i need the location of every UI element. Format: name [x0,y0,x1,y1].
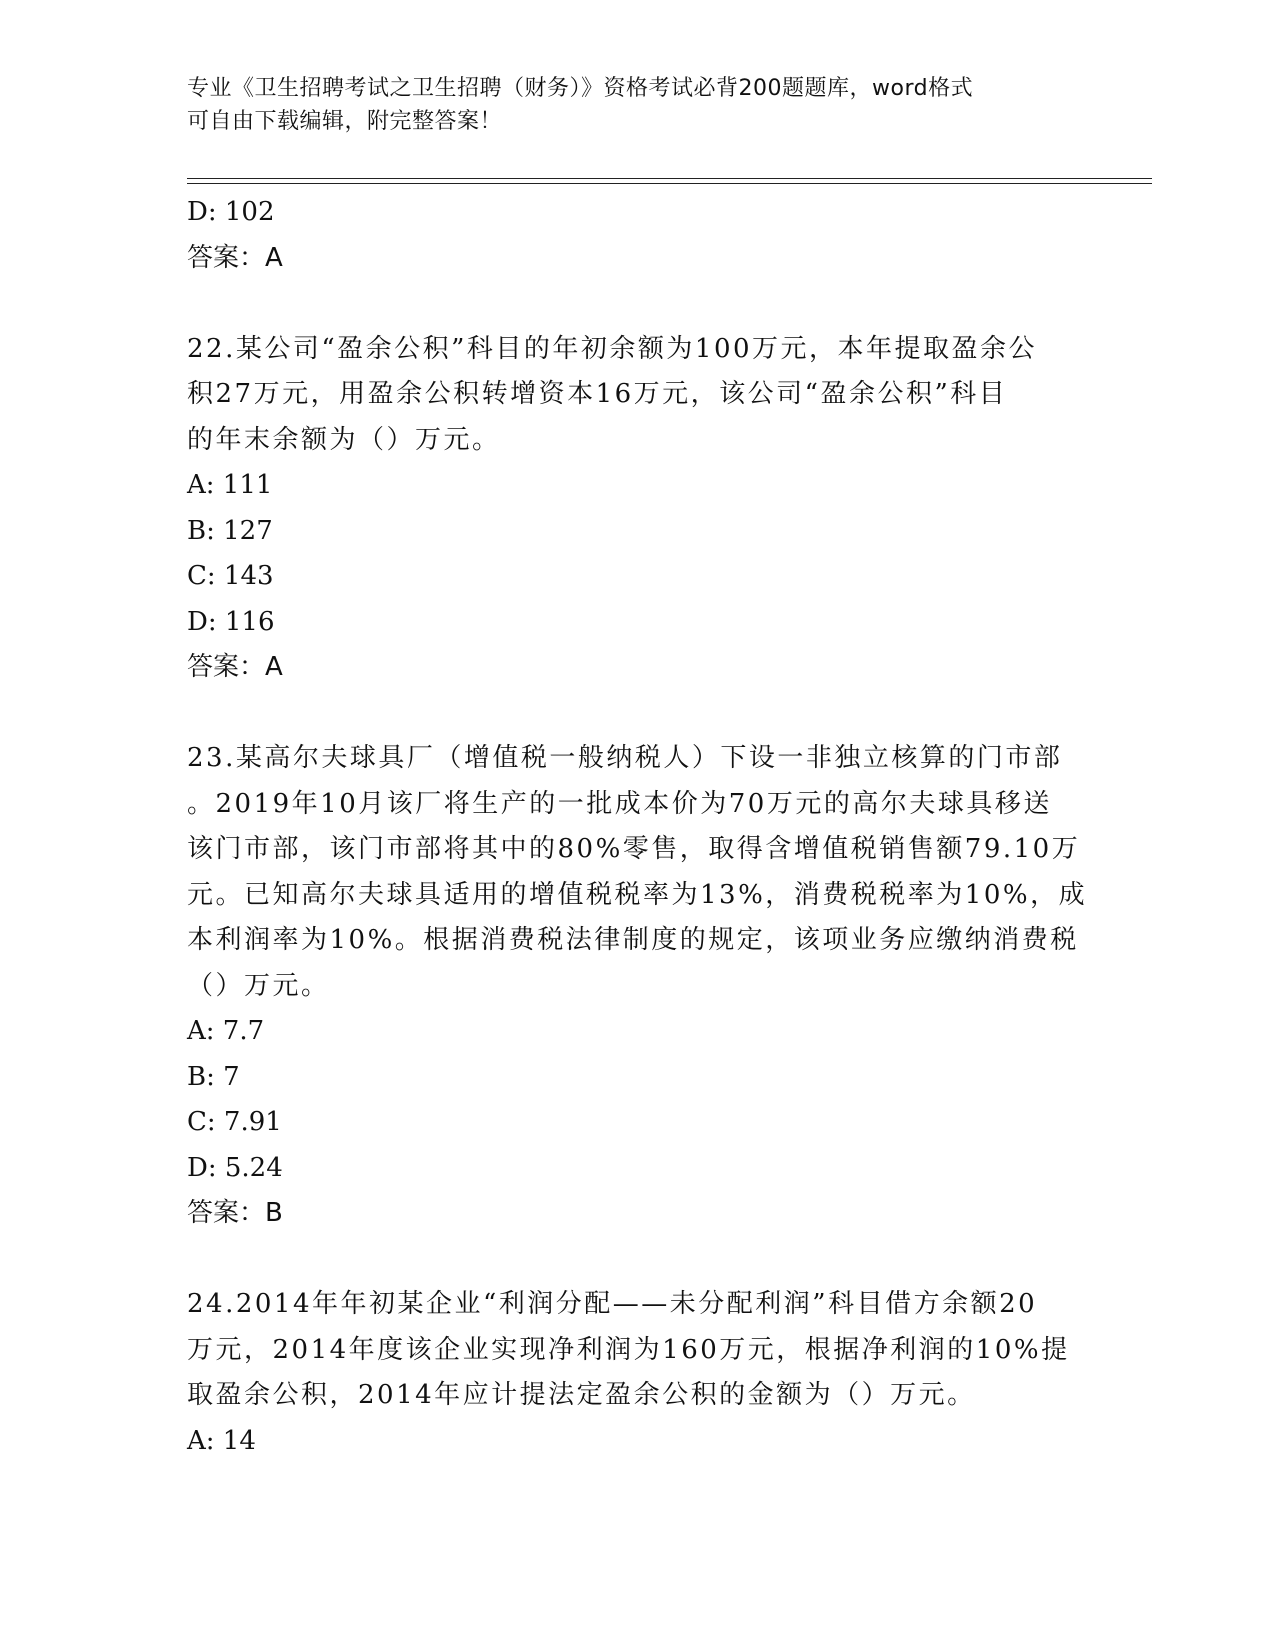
question-text-line: 。2019年10月该厂将生产的一批成本价为70万元的高尔夫球具移送 [187,788,1052,819]
header-line: 专业《卫生招聘考试之卫生招聘（财务）》资格考试必背200题题库，word格式 [187,76,974,101]
document-body [187,190,1087,1464]
option-b: B: 7 [187,1061,240,1092]
answer-line: 答案：A [187,242,283,273]
option-d: D: 102 [187,197,275,227]
spacer [187,691,1087,737]
spacer [187,281,1087,327]
question-text-line: 积27万元，用盈余公积转增资本16万元，该公司“盈余公积”科目 [187,379,1008,409]
question-block-23 [187,736,1087,1237]
option-b: B: 127 [187,515,273,546]
option-c: C: 7.91 [187,1107,282,1137]
question-text-line: 取盈余公积，2014年应计提法定盈余公积的金额为（）万元。 [187,1380,976,1410]
page-header [187,72,1067,138]
question-text-line: 万元，2014年度该企业实现净利润为160万元，根据净利润的10%提 [187,1334,1070,1365]
option-c: C: 143 [187,561,274,591]
option-a: A: 7.7 [187,1016,265,1046]
question-block-21 [187,190,1087,281]
header-line: 可自由下载编辑，附完整答案！ [187,109,503,134]
question-text-line: 本利润率为10%。根据消费税法律制度的规定，该项业务应缴纳消费税 [187,925,1079,955]
question-text-line: 的年末余额为（）万元。 [187,424,501,455]
question-text-line: 23.某高尔夫球具厂（增值税一般纳税人）下设一非独立核算的门市部 [187,743,1063,773]
question-block-24 [187,1282,1087,1464]
spacer [187,1237,1087,1283]
question-block-22 [187,327,1087,691]
option-d: D: 116 [187,606,275,637]
option-a: A: 111 [187,470,273,500]
header-divider-bottom [187,183,1152,184]
option-d: D: 5.24 [187,1152,283,1183]
question-text-line: （）万元。 [187,970,330,1001]
question-text-line: 24.2014年年初某企业“利润分配——未分配利润”科目借方余额20 [187,1289,1038,1319]
question-text-line: 元。已知高尔夫球具适用的增值税税率为13%，消费税税率为10%，成 [187,879,1088,910]
option-a: A: 14 [187,1425,256,1456]
question-text-line: 22.某公司“盈余公积”科目的年初余额为100万元，本年提取盈余公 [187,333,1038,364]
header-divider-top [187,178,1152,179]
answer-line: 答案：B [187,1198,283,1228]
answer-line: 答案：A [187,652,283,682]
question-text-line: 该门市部，该门市部将其中的80%零售，取得含增值税销售额79.10万 [187,834,1081,864]
